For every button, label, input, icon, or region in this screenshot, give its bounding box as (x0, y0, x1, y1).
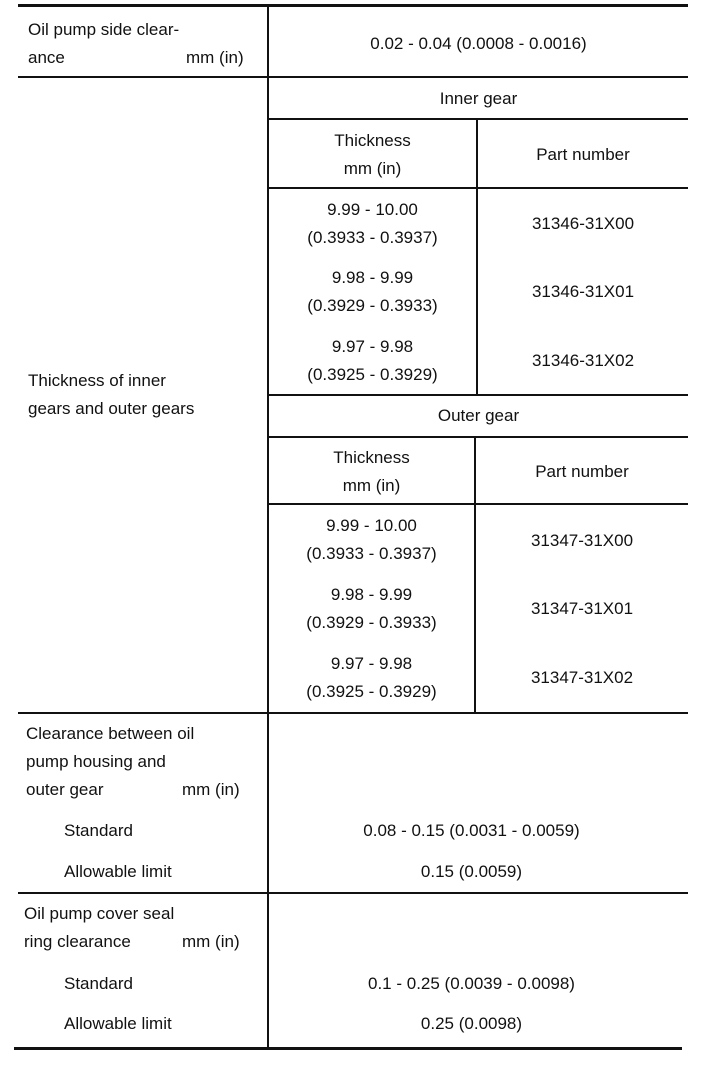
inner-gear-title: Inner gear (439, 89, 518, 108)
outer-header-rule (267, 503, 688, 505)
table-bottom-rule (14, 1047, 682, 1050)
outer-col-thickness-1: Thickness (333, 448, 410, 467)
outer-row-1-mm: 9.99 - 10.00 (326, 516, 417, 535)
inner-outer-rule (267, 394, 688, 396)
gear-thickness-label-2: gears and outer gears (28, 399, 195, 418)
row-divider (18, 712, 688, 714)
inner-col-part: Part number (536, 145, 630, 164)
housing-clearance-label-3: outer gear (26, 780, 104, 799)
inner-row-3-in: (0.3925 - 0.3929) (307, 365, 438, 384)
inner-row-1-in: (0.3933 - 0.3937) (307, 228, 438, 247)
inner-row-2-mm: 9.98 - 9.99 (331, 268, 414, 287)
outer-row-2-in: (0.3929 - 0.3933) (306, 613, 437, 632)
inner-row-3-part: 31346-31X02 (531, 351, 635, 370)
housing-limit-label: Allowable limit (64, 862, 172, 881)
side-clearance-label-2: ance (28, 48, 65, 67)
inner-row-2-in: (0.3929 - 0.3933) (307, 296, 438, 315)
housing-clearance-unit: mm (in) (182, 780, 240, 799)
outer-row-2-part: 31347-31X01 (530, 599, 634, 618)
seal-ring-label-1: Oil pump cover seal (24, 904, 175, 923)
housing-standard-label: Standard (64, 821, 133, 840)
inner-row-3-mm: 9.97 - 9.98 (331, 337, 414, 356)
outer-col-thickness-2: mm (in) (342, 476, 401, 495)
inner-row-1-part: 31346-31X00 (531, 214, 635, 233)
seal-standard-value: 0.1 - 0.25 (0.0039 - 0.0098) (368, 974, 575, 993)
outer-gear-title: Outer gear (437, 406, 520, 425)
housing-clearance-label-2: pump housing and (26, 752, 166, 771)
inner-col-thickness-1: Thickness (334, 131, 411, 150)
outer-row-1-part: 31347-31X00 (530, 531, 634, 550)
housing-limit-value: 0.15 (0.0059) (420, 862, 523, 881)
side-clearance-label-1: Oil pump side clear- (28, 20, 180, 39)
inner-row-2-part: 31346-31X01 (531, 282, 635, 301)
inner-row-1-mm: 9.99 - 10.00 (327, 200, 418, 219)
side-clearance-unit: mm (in) (186, 48, 244, 67)
side-clearance-value: 0.02 - 0.04 (0.0008 - 0.0016) (370, 34, 587, 53)
row-divider (18, 76, 688, 78)
seal-ring-label-2: ring clearance (24, 932, 131, 951)
outer-col-part: Part number (535, 462, 629, 481)
inner-col-thickness-2: mm (in) (343, 159, 402, 178)
seal-ring-unit: mm (in) (182, 932, 240, 951)
outer-row-3-in: (0.3925 - 0.3929) (306, 682, 437, 701)
seal-limit-value: 0.25 (0.0098) (420, 1014, 523, 1033)
seal-limit-label: Allowable limit (64, 1014, 172, 1033)
housing-standard-value: 0.08 - 0.15 (0.0031 - 0.0059) (363, 821, 580, 840)
gear-thickness-label-1: Thickness of inner (28, 371, 166, 390)
outer-row-3-part: 31347-31X02 (530, 668, 634, 687)
row-divider (18, 892, 688, 894)
housing-clearance-label-1: Clearance between oil (26, 724, 195, 743)
seal-standard-label: Standard (64, 974, 133, 993)
outer-row-2-mm: 9.98 - 9.99 (330, 585, 413, 604)
outer-title-rule (267, 436, 688, 438)
table-top-rule (18, 4, 688, 7)
outer-row-3-mm: 9.97 - 9.98 (330, 654, 413, 673)
outer-row-1-in: (0.3933 - 0.3937) (306, 544, 437, 563)
